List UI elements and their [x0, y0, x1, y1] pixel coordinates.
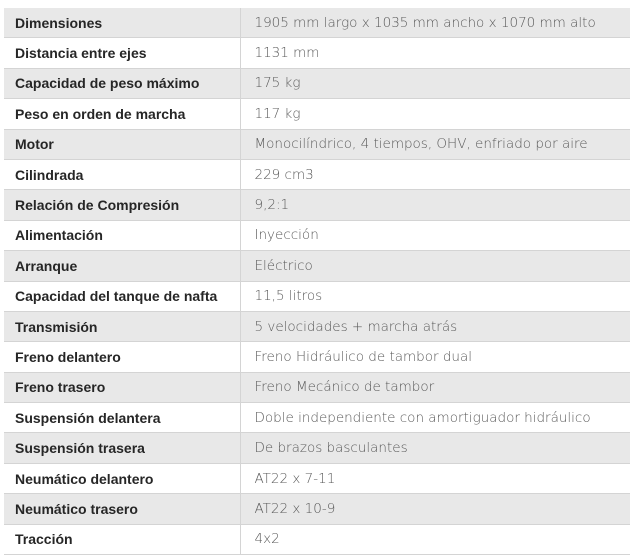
spec-value: 1905 mm largo x 1035 mm ancho x 1070 mm alto	[240, 8, 630, 38]
spec-value: AT22 x 7-11	[240, 463, 630, 493]
spec-label: Capacidad del tanque de nafta	[4, 281, 240, 311]
spec-value: Freno Hidráulico de tambor dual	[240, 342, 630, 372]
spec-label: Neumático delantero	[4, 463, 240, 493]
spec-label: Arranque	[4, 251, 240, 281]
spec-value: Inyección	[240, 220, 630, 250]
spec-row	[4, 342, 630, 372]
spec-row	[4, 281, 630, 311]
spec-value: 175 kg	[240, 68, 630, 98]
spec-value: AT22 x 10-9	[240, 494, 630, 524]
spec-value: 229 cm3	[240, 159, 630, 189]
spec-label: Alimentación	[4, 220, 240, 250]
spec-label: Distancia entre ejes	[4, 38, 240, 68]
spec-label: Neumático trasero	[4, 494, 240, 524]
spec-label: Suspensión trasera	[4, 433, 240, 463]
spec-label: Freno delantero	[4, 342, 240, 372]
spec-row	[4, 129, 630, 159]
spec-value: 4x2	[240, 524, 630, 554]
spec-label: Suspensión delantera	[4, 403, 240, 433]
spec-value: Freno Mecánico de tambor	[240, 372, 630, 402]
spec-row	[4, 190, 630, 220]
spec-value: Eléctrico	[240, 251, 630, 281]
spec-label: Peso en orden de marcha	[4, 99, 240, 129]
spec-value: 117 kg	[240, 99, 630, 129]
spec-row	[4, 68, 630, 98]
spec-label: Tracción	[4, 524, 240, 554]
spec-value: Monocilíndrico, 4 tiempos, OHV, enfriado por aire	[240, 129, 630, 159]
spec-row	[4, 494, 630, 524]
spec-row	[4, 311, 630, 341]
spec-row	[4, 38, 630, 68]
spec-row	[4, 159, 630, 189]
specifications-body	[4, 8, 630, 555]
spec-value: Doble independiente con amortiguador hidráulico	[240, 403, 630, 433]
spec-label: Freno trasero	[4, 372, 240, 402]
spec-label: Transmisión	[4, 311, 240, 341]
spec-row	[4, 463, 630, 493]
spec-value: De brazos basculantes	[240, 433, 630, 463]
spec-row	[4, 99, 630, 129]
spec-value: 9,2:1	[240, 190, 630, 220]
spec-row	[4, 403, 630, 433]
spec-row	[4, 372, 630, 402]
spec-label: Cilindrada	[4, 159, 240, 189]
specifications-table	[4, 8, 630, 555]
spec-value: 11,5 litros	[240, 281, 630, 311]
spec-row	[4, 8, 630, 38]
spec-row	[4, 433, 630, 463]
spec-label: Capacidad de peso máximo	[4, 68, 240, 98]
spec-row	[4, 524, 630, 554]
spec-value: 5 velocidades + marcha atrás	[240, 311, 630, 341]
spec-label: Dimensiones	[4, 8, 240, 38]
spec-row	[4, 251, 630, 281]
spec-row	[4, 220, 630, 250]
spec-value: 1131 mm	[240, 38, 630, 68]
spec-label: Relación de Compresión	[4, 190, 240, 220]
spec-label: Motor	[4, 129, 240, 159]
